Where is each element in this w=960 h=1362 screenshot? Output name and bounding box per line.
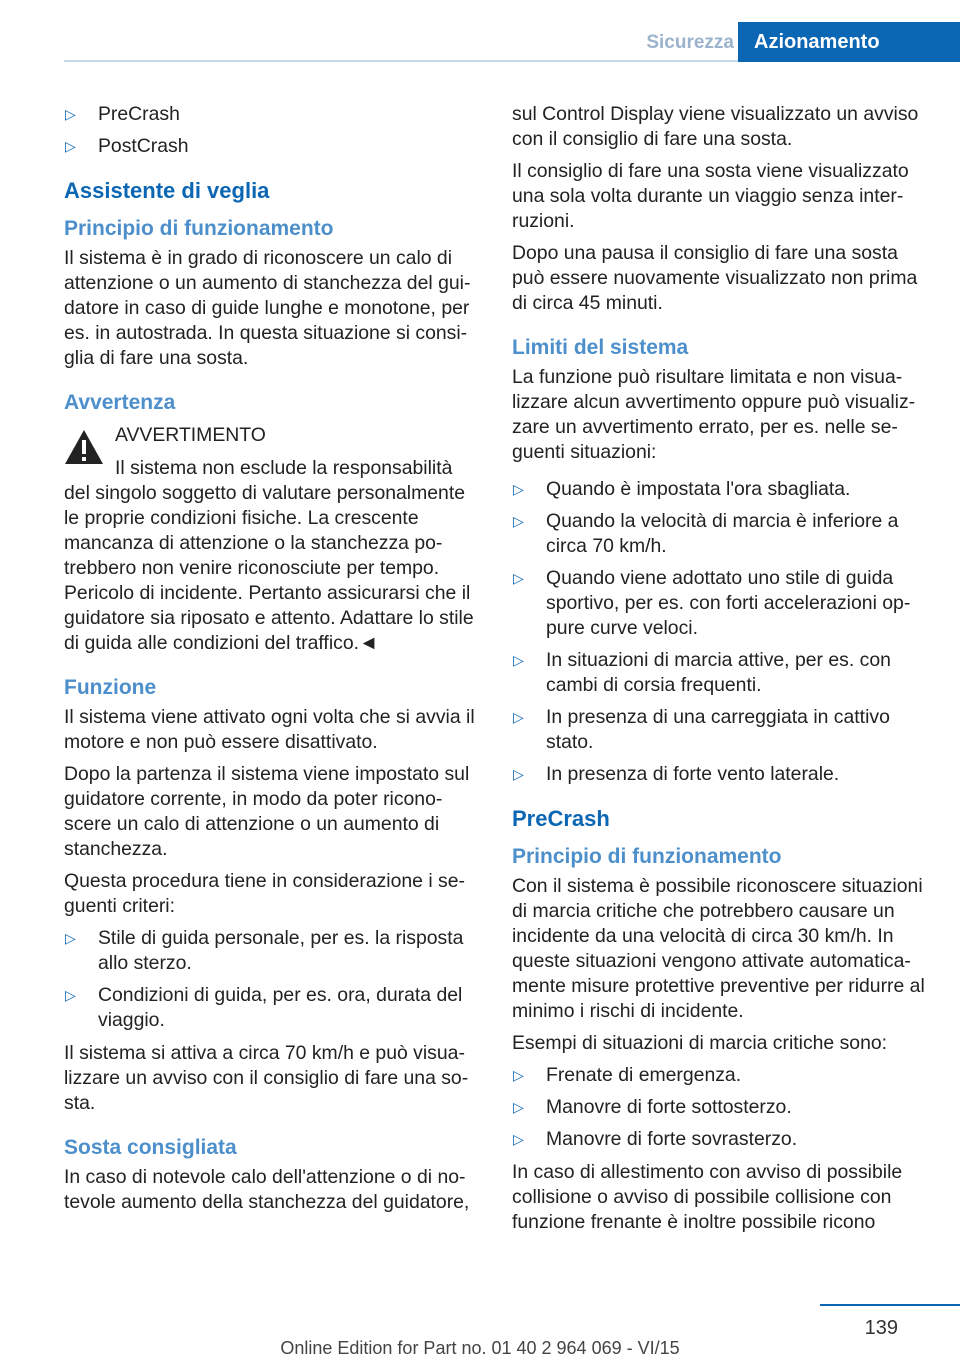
warning-text: Il sistema non esclude la responsabilità del singolo soggetto di valutare personalmente le proprie condizioni fisiche. La crescente mancanza di attenzione o la stanchezza potrebbero non venire riconosciute per tempo. Pericolo di incidente. Pertanto assicurarsi che il guidatore sia riposato e attento. Adattare lo stile di guida alle condizioni del traffico.◄ [64, 457, 474, 654]
paragraph: Il sistema viene attivato ogni volta che si avvia il motore e non può essere disattivato. [64, 706, 475, 753]
warning-triangle-icon [64, 429, 104, 465]
list-item: ▷ PreCrash [65, 103, 180, 125]
list-item: ▷ In situazioni di marcia attive, per es. con cambi di corsia frequenti. [513, 649, 891, 696]
paragraph: Con il sistema è possibile riconoscere situazioni di marcia critiche che potrebbero causare un incidente da una velocità di circa 30 km/h. In queste situazioni vengono attivate automaticamente misure protettive preventive per ridurre al minimo i rischi di incidente. [512, 875, 925, 1022]
triangle-bullet-icon: ▷ [513, 1131, 524, 1147]
triangle-bullet-icon: ▷ [65, 930, 76, 946]
paragraph: Dopo una pausa il consiglio di fare una sosta può essere nuovamente visualizzato non prima di circa 45 minuti. [512, 242, 918, 314]
triangle-bullet-icon: ▷ [513, 652, 524, 668]
heading-sosta: Sosta consigliata [64, 1136, 237, 1159]
heading-limiti: Limiti del sistema [512, 336, 689, 359]
paragraph: Il sistema è in grado di riconoscere un calo di attenzione o un aumento di stanchezza del guidatore in caso di guide lunghe e monotone, per es. in autostrada. In questa situazione si consiglia di fare una sosta. [64, 247, 471, 369]
list-item: ▷ In presenza di forte vento laterale. [513, 763, 840, 785]
list-item: ▷ Manovre di forte sottosterzo. [513, 1096, 792, 1118]
limits-list [512, 477, 926, 787]
heading-funzione: Funzione [64, 676, 157, 699]
precrash-list [64, 102, 482, 159]
triangle-bullet-icon: ▷ [513, 481, 524, 497]
criteria-list [64, 926, 482, 1033]
paragraph: La funzione può risultare limitata e non visualizzare alcun avvertimento oppure può visualizzare un avvertimento errato, per es. nelle seguenti situazioni: [512, 366, 916, 463]
triangle-bullet-icon: ▷ [513, 1099, 524, 1115]
triangle-bullet-icon: ▷ [65, 987, 76, 1003]
list-item: ▷ In presenza di una carreggiata in cattivo stato. [513, 706, 890, 753]
paragraph: Il sistema si attiva a circa 70 km/h e può visualizzare un avviso con il consiglio di fare una sosta. [64, 1042, 469, 1114]
paragraph: sul Control Display viene visualizzato un avviso con il consiglio di fare una sosta. [512, 103, 919, 150]
triangle-bullet-icon: ▷ [513, 570, 524, 586]
list-item: ▷ Manovre di forte sovrasterzo. [513, 1128, 798, 1150]
triangle-bullet-icon: ▷ [513, 709, 524, 725]
critical-situations-list [512, 1063, 926, 1152]
paragraph: In caso di allestimento con avviso di possibile collisione o avviso di possibile collisione con funzione frenante è inoltre possibile ricono [512, 1161, 903, 1233]
paragraph: Dopo la partenza il sistema viene impostato sul guidatore corrente, in modo da poter riconoscere un calo di attenzione o un aumento di stanchezza. [64, 763, 470, 860]
heading-principio-2: Principio di funzionamento [512, 845, 782, 868]
heading-precrash: PreCrash [512, 806, 610, 831]
triangle-bullet-icon: ▷ [513, 766, 524, 782]
footer-edition: Online Edition for Part no. 01 40 2 964 069 - VI/15 [280, 1338, 680, 1358]
left-column [64, 102, 482, 1222]
footer-rule [820, 1304, 960, 1306]
triangle-bullet-icon: ▷ [513, 513, 524, 529]
list-item: ▷ PostCrash [65, 135, 189, 157]
triangle-bullet-icon: ▷ [65, 106, 76, 122]
paragraph: Questa procedura tiene in considerazione i seguenti criteri: [64, 870, 465, 917]
heading-assistente: Assistente di veglia [64, 178, 270, 203]
list-item: ▷ Quando la velocità di marcia è inferiore a circa 70 km/h. [513, 510, 899, 557]
warning-title: AVVERTIMENTO [115, 424, 266, 446]
paragraph: Esempi di situazioni di marcia critiche sono: [512, 1032, 888, 1054]
page-number: 139 [864, 1317, 898, 1339]
list-item: ▷ Condizioni di guida, per es. ora, durata del viaggio. [65, 984, 463, 1031]
triangle-bullet-icon: ▷ [513, 1067, 524, 1083]
paragraph: In caso di notevole calo dell'attenzione o di notevole aumento della stanchezza del guidatore, [64, 1166, 470, 1213]
header-chapter-tab: Azionamento [738, 22, 960, 62]
heading-principio: Principio di funzionamento [64, 217, 334, 240]
list-item: ▷ Quando viene adottato uno stile di guida sportivo, per es. con forti accelerazioni oppure curve veloci. [513, 567, 911, 639]
triangle-bullet-icon: ▷ [65, 138, 76, 154]
list-item: ▷ Stile di guida personale, per es. la risposta allo sterzo. [65, 927, 464, 974]
list-item: ▷ Frenate di emergenza. [513, 1064, 742, 1086]
right-column [512, 102, 926, 1242]
paragraph: Il consiglio di fare una sosta viene visualizzato una sola volta durante un viaggio senza interruzioni. [512, 160, 909, 232]
heading-avvertenza: Avvertenza [64, 391, 176, 414]
warning-block [64, 423, 482, 656]
header-section-title: Sicurezza [646, 32, 734, 53]
list-item: ▷ Quando è impostata l'ora sbagliata. [513, 478, 851, 500]
